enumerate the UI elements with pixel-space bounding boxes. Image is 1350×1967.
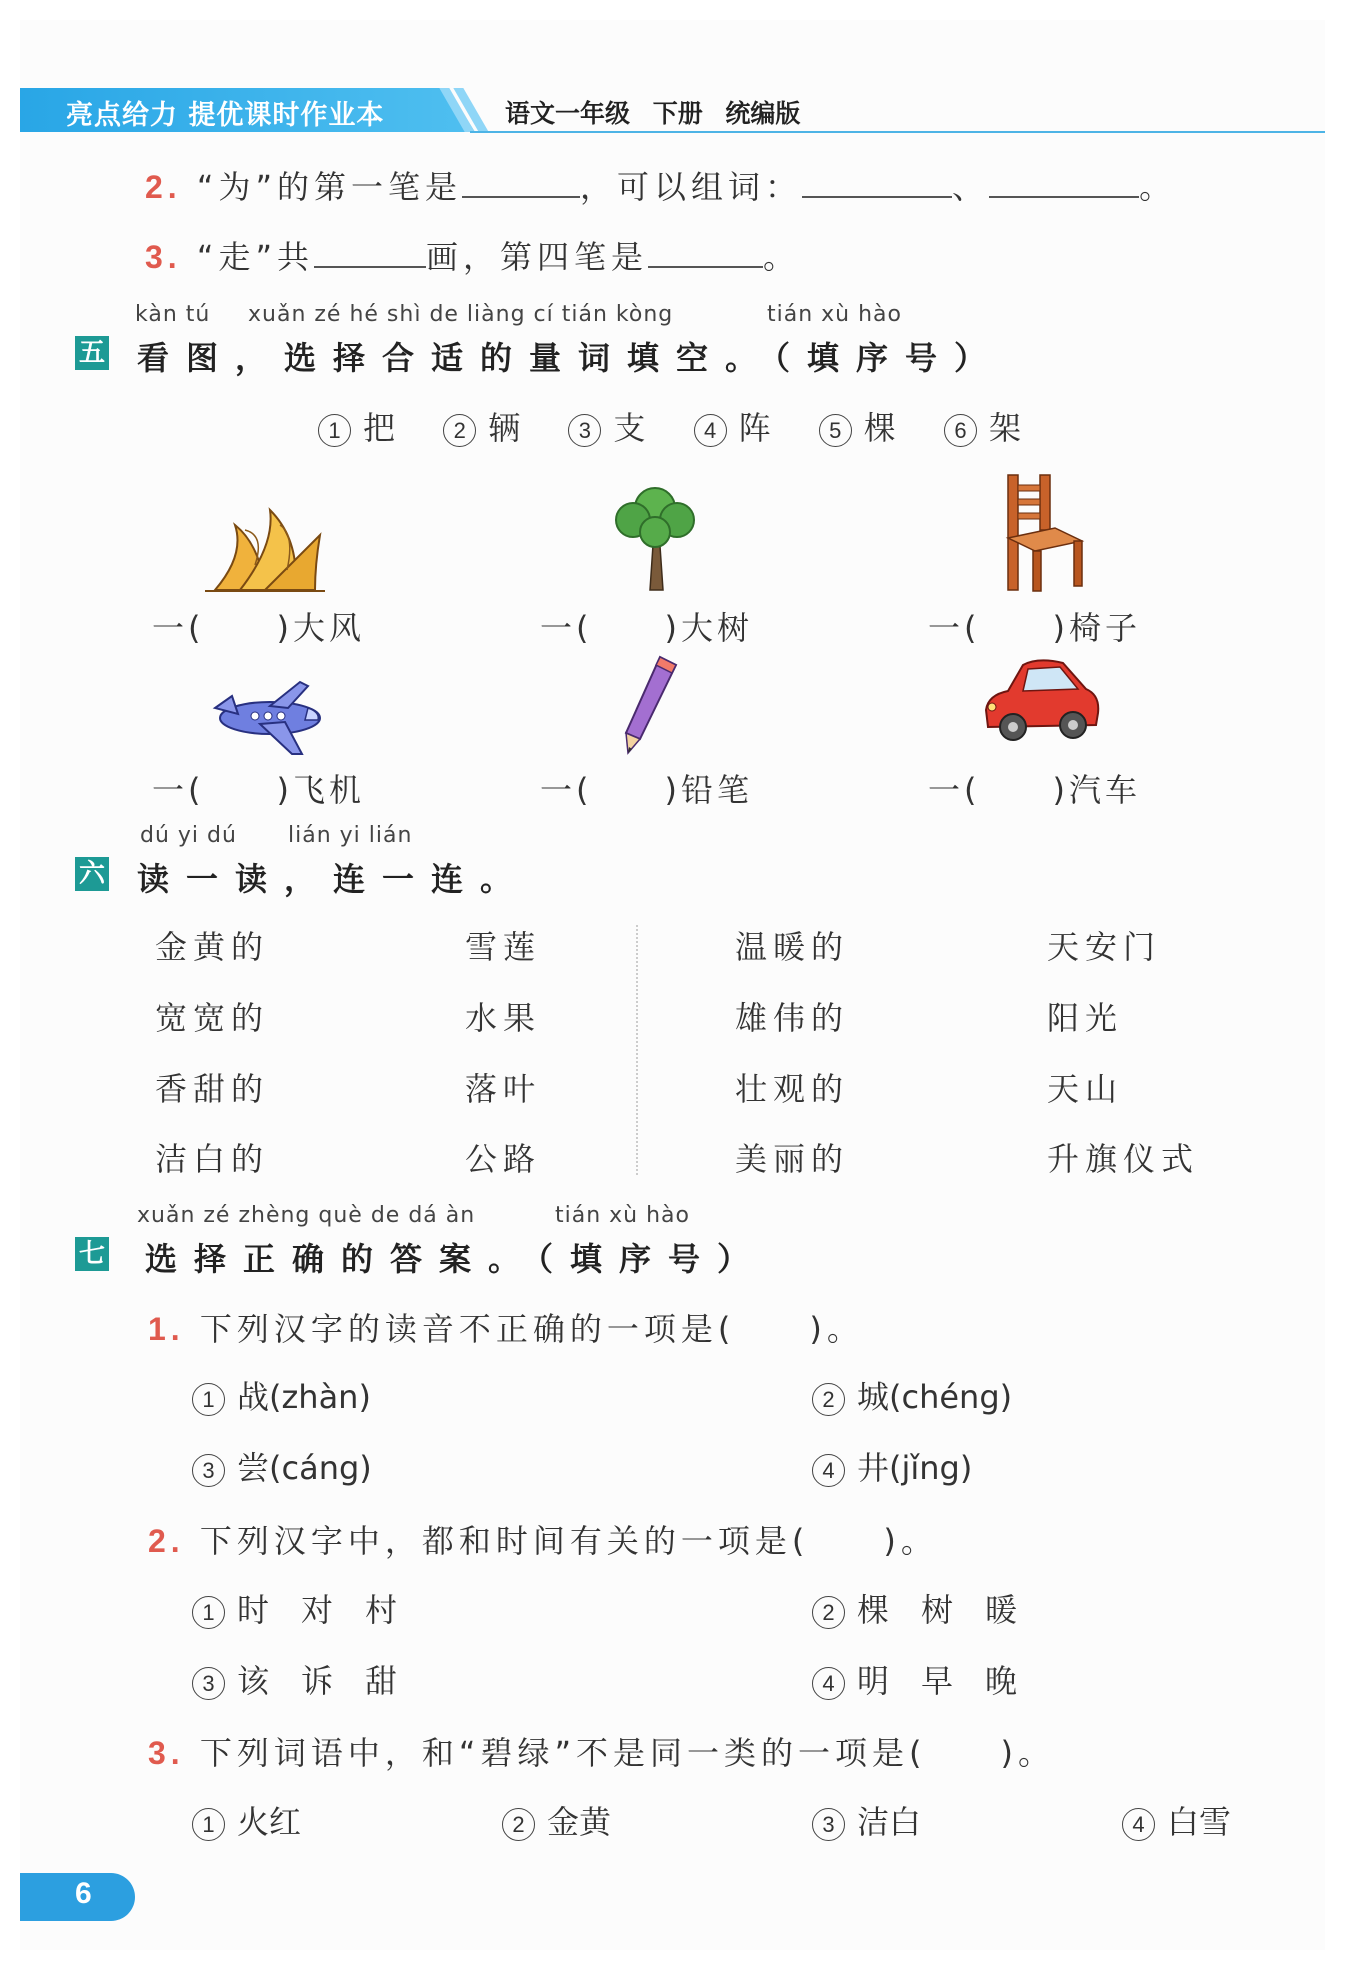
mc-option[interactable] [192,1443,372,1489]
circle-number: 2 [812,1383,845,1416]
question-end: 。 [763,238,801,276]
section-badge: 五 [75,336,109,370]
option-text: 白雪 [1167,1803,1232,1841]
option-text: 洁白 [857,1803,922,1841]
header-rule [470,131,1325,133]
option-word: 架 [988,409,1021,447]
pencil-icon [620,655,680,755]
match-right-word[interactable]: 阳光 [1047,999,1124,1037]
option-text: 该 诉 甜 [237,1662,398,1700]
circle-number: 3 [812,1808,845,1841]
circle-number: 3 [192,1667,225,1700]
circle-number: 4 [812,1454,845,1487]
circle-number: 1 [318,414,351,447]
tree-icon [605,480,705,590]
section-badge: 七 [75,1237,109,1271]
pinyin: kàn tú [135,302,211,327]
question-number: 2. [145,169,182,205]
circle-number: 2 [812,1596,845,1629]
option-item [318,409,395,447]
circle-number: 2 [502,1808,535,1841]
option-text: 金黄 [547,1803,612,1841]
measure-word-options [318,403,1021,449]
question-end: 。 [1139,168,1177,206]
fill-item-airplane[interactable]: 一( )飞机 [152,771,365,809]
mc-question-3 [148,1728,1055,1774]
match-left-word[interactable]: 温暖的 [735,928,850,966]
circle-number: 4 [1122,1808,1155,1841]
pinyin: tián xù hào [767,302,902,327]
match-left-word[interactable]: 壮观的 [735,1070,850,1108]
fill-item-pencil[interactable]: 一( )铅笔 [540,771,753,809]
circle-number: 2 [443,414,476,447]
question-number: 3. [145,239,182,275]
match-left-word[interactable]: 宽宽的 [155,999,270,1037]
mc-option[interactable] [192,1585,397,1631]
section-badge: 六 [75,857,109,891]
question-text: 画，第四笔是 [426,238,649,276]
circle-number: 5 [819,414,852,447]
question-text: 下列汉字中，都和时间有关的一项是( )。 [199,1522,938,1560]
separator: 、 [952,168,990,206]
option-word: 辆 [488,409,521,447]
question-text: ，可以组词： [580,168,803,206]
option-item [568,409,645,447]
option-item [443,409,520,447]
option-word: 支 [613,409,646,447]
fill-item-chair[interactable]: 一( )椅子 [928,609,1141,647]
mc-option[interactable] [812,1372,1012,1418]
option-text: 尝(cáng) [237,1449,372,1487]
car-icon [978,655,1103,750]
chair-icon [1000,473,1085,593]
option-item [819,409,896,447]
option-word: 棵 [863,409,896,447]
circle-number: 1 [192,1383,225,1416]
option-word: 把 [363,409,396,447]
match-right-word[interactable]: 水果 [465,999,542,1037]
section-title: 读一读，连一连。 [137,860,530,898]
option-text: 时 对 村 [237,1591,398,1629]
match-right-word[interactable]: 天山 [1047,1070,1124,1108]
circle-number: 4 [694,414,727,447]
section-title: 看图，选择合适的量词填空。（填序号） [137,339,1004,377]
option-text: 井(jǐng) [857,1449,973,1487]
question-text: “走”共 [196,238,315,276]
mc-option[interactable] [812,1585,1017,1631]
question-3 [145,232,800,278]
match-left-word[interactable]: 美丽的 [735,1140,850,1178]
page-number: 6 [75,1877,92,1910]
option-item [944,409,1021,447]
fill-item-tree[interactable]: 一( )大树 [540,609,753,647]
question-number: 2. [148,1523,185,1559]
pinyin: tián xù hào [555,1203,690,1228]
option-text: 棵 树 暖 [857,1591,1018,1629]
pinyin: lián yi lián [288,823,413,848]
header-title: 亮点给力 提优课时作业本 [66,100,385,131]
header-subtitle: 语文一年级 下册 统编版 [505,99,801,128]
answer-blank[interactable] [989,196,1139,198]
option-text: 城(chéng) [857,1378,1013,1416]
fill-item-car[interactable]: 一( )汽车 [928,771,1141,809]
question-number: 3. [148,1735,185,1771]
question-2 [145,162,1176,208]
answer-blank[interactable] [462,196,580,198]
mc-option[interactable] [192,1797,301,1843]
section-title: 选择正确的答案。（填序号） [145,1240,767,1278]
airplane-icon [210,678,330,758]
column-divider [636,925,638,1175]
circle-number: 4 [812,1667,845,1700]
answer-blank[interactable] [648,266,763,268]
question-text: “为”的第一笔是 [196,168,463,206]
question-text: 下列词语中，和“碧绿”不是同一类的一项是( )。 [199,1734,1055,1772]
match-right-word[interactable]: 落叶 [465,1070,542,1108]
answer-blank[interactable] [802,196,952,198]
match-right-word[interactable]: 升旗仪式 [1047,1140,1200,1178]
option-word: 阵 [738,409,771,447]
option-item [694,409,771,447]
circle-number: 1 [192,1808,225,1841]
option-text: 火红 [237,1803,302,1841]
circle-number: 1 [192,1596,225,1629]
match-left-word[interactable]: 雄伟的 [735,999,850,1037]
answer-blank[interactable] [314,266,426,268]
mc-option[interactable] [502,1797,611,1843]
option-text: 战(zhàn) [237,1378,371,1416]
mc-option[interactable] [192,1372,371,1418]
mc-option[interactable] [812,1797,921,1843]
circle-number: 6 [944,414,977,447]
match-left-word[interactable]: 香甜的 [155,1070,270,1108]
pinyin: xuǎn zé hé shì de liàng cí tián kòng [248,302,674,327]
circle-number: 3 [192,1454,225,1487]
mc-option[interactable] [1122,1797,1231,1843]
question-number: 1. [148,1311,185,1347]
pinyin: xuǎn zé zhèng què de dá àn [137,1203,476,1228]
match-left-word[interactable]: 金黄的 [155,928,270,966]
mc-option[interactable] [192,1656,397,1702]
match-right-word[interactable]: 公路 [465,1140,542,1178]
match-right-word[interactable]: 天安门 [1047,928,1162,966]
option-text: 明 早 晚 [857,1662,1018,1700]
mc-option[interactable] [812,1656,1017,1702]
pinyin: dú yi dú [140,823,237,848]
match-left-word[interactable]: 洁白的 [155,1140,270,1178]
mc-question-2 [148,1516,938,1562]
question-text: 下列汉字的读音不正确的一项是( )。 [199,1310,864,1348]
mc-question-1 [148,1304,864,1350]
mc-option[interactable] [812,1443,972,1489]
wind-icon [205,505,325,595]
fill-item-wind[interactable]: 一( )大风 [152,609,365,647]
circle-number: 3 [568,414,601,447]
match-right-word[interactable]: 雪莲 [465,928,542,966]
